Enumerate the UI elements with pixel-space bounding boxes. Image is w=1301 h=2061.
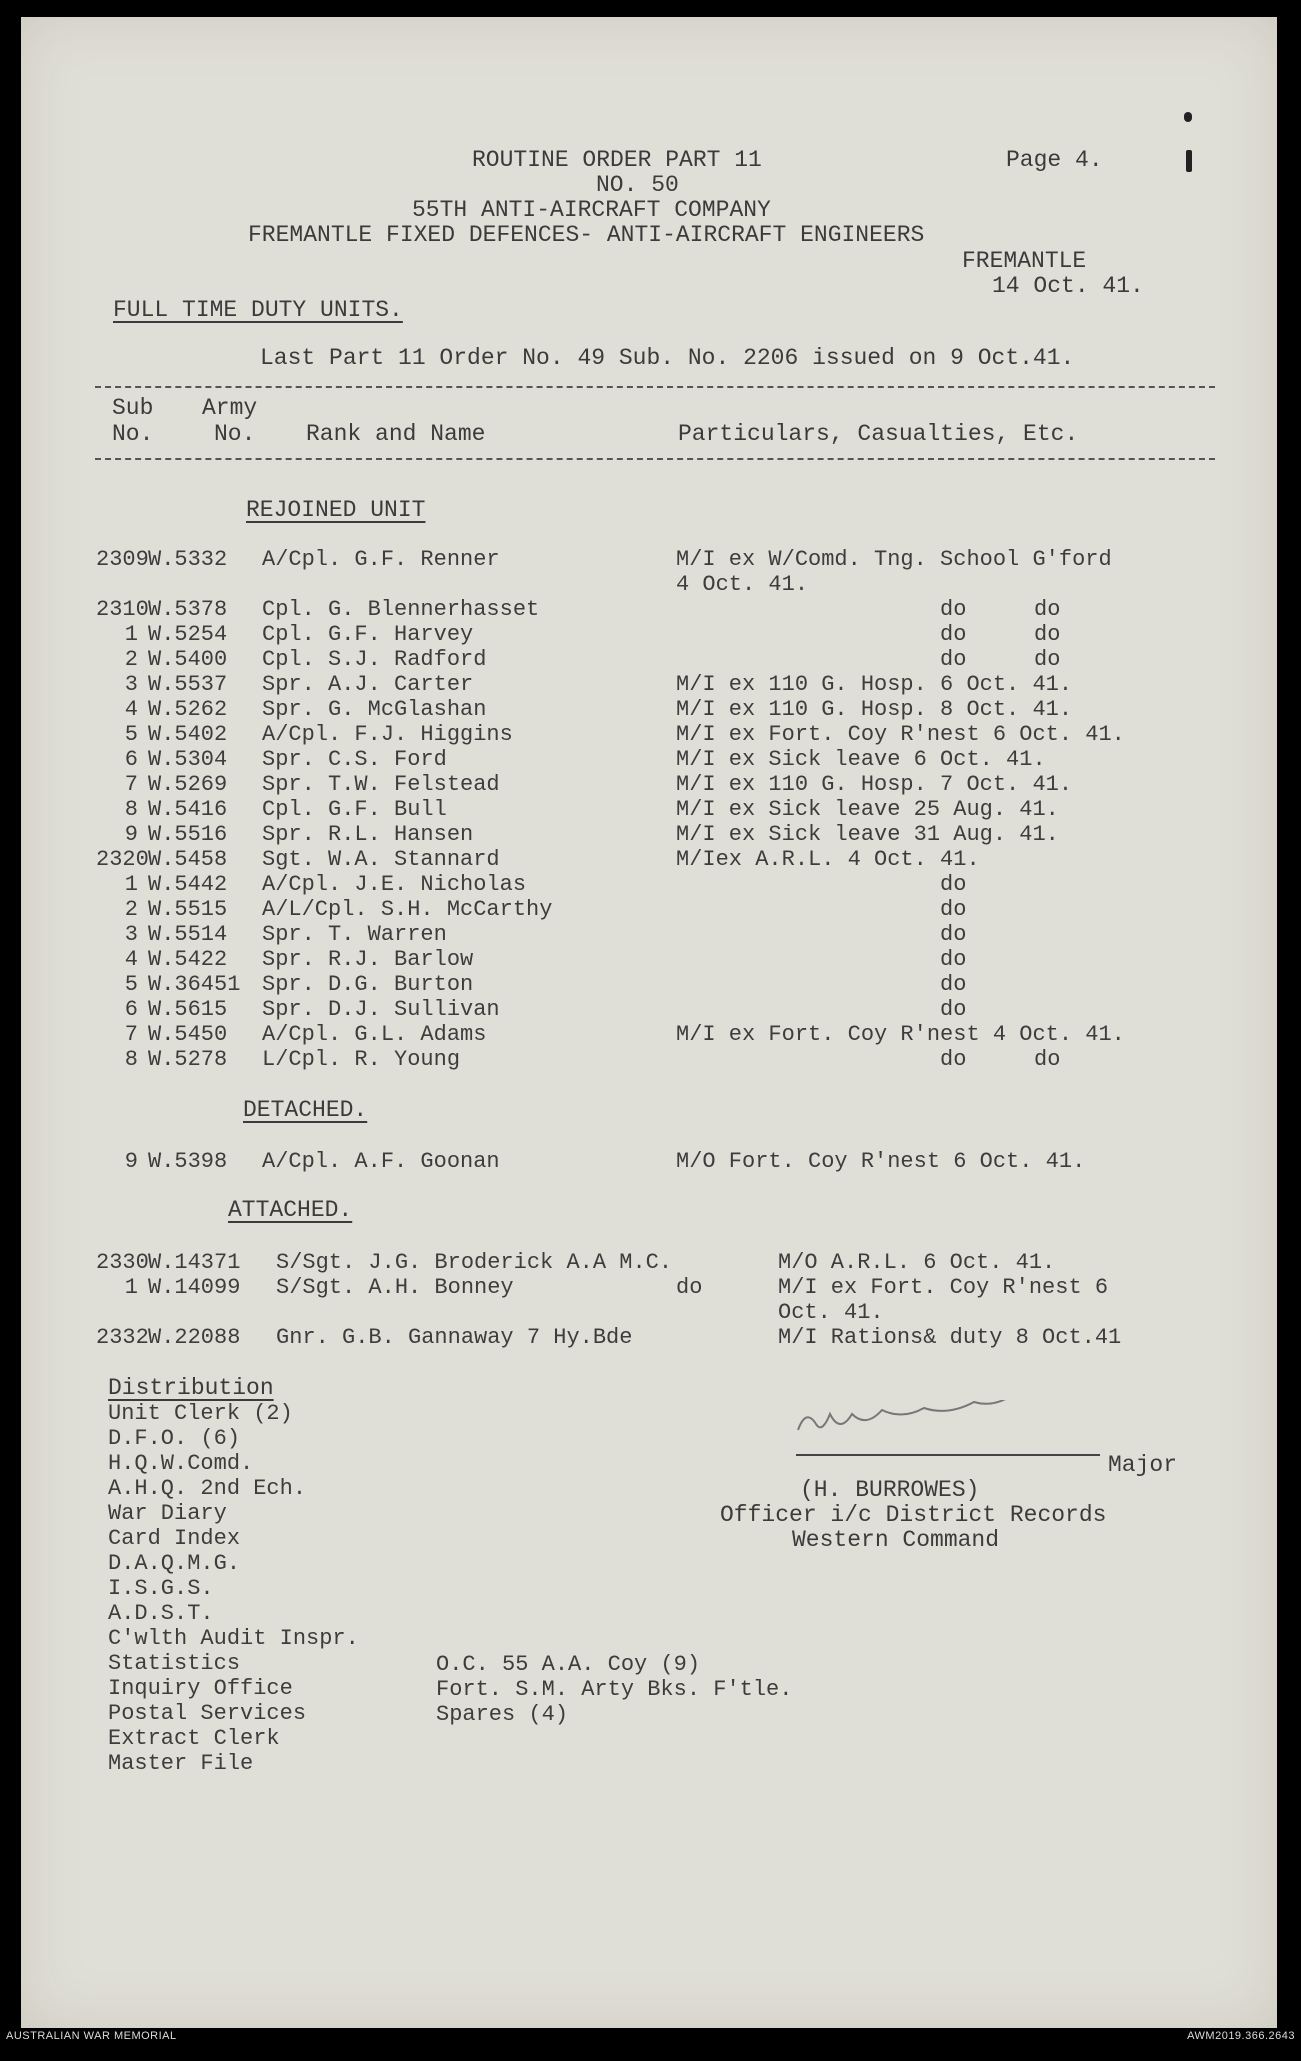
signature-line [796, 1454, 1100, 1456]
sub-number: 7 [124, 1022, 138, 1047]
sub-number: 9 [124, 1149, 138, 1174]
distribution-item: War Diary [108, 1501, 227, 1526]
table-row [96, 1250, 1056, 1275]
particulars: M/I ex W/Comd. Tng. School G'ford [676, 547, 1112, 572]
rank-name: Cpl. G. Blennerhasset [262, 597, 540, 622]
signatory-command: Western Command [792, 1527, 1000, 1553]
sub-number: 2310 [96, 597, 149, 622]
sub-number: 8 [124, 1047, 138, 1072]
rank-name: Cpl. G.F. Harvey [262, 622, 474, 647]
sub-number: 2320 [96, 847, 149, 872]
table-row [96, 1325, 1122, 1350]
sub-number: 5 [124, 972, 138, 997]
army-number: W.5262 [148, 697, 228, 722]
particulars: M/I ex Sick leave 31 Aug. 41. [676, 822, 1059, 847]
rank-name: Sgt. W.A. Stannard [262, 847, 500, 872]
column-particulars: Particulars, Casualties, Etc. [678, 421, 1079, 447]
rank-name: S/Sgt. J.G. Broderick A.A M.C. [276, 1250, 673, 1275]
army-number: W.5269 [148, 772, 228, 797]
sub-number: 3 [124, 922, 138, 947]
particulars-ditto: do [1034, 647, 1061, 672]
particulars: M/I ex 110 G. Hosp. 6 Oct. 41. [676, 672, 1073, 697]
particulars: M/I ex Fort. Coy R'nest 4 Oct. 41. [676, 1022, 1125, 1047]
army-number: W.5416 [148, 797, 228, 822]
rank-name: Cpl. S.J. Radford [262, 647, 487, 672]
rank-name: A/Cpl. A.F. Goonan [262, 1149, 500, 1174]
particulars: M/I ex Fort. Coy R'nest 6 Oct. 41. [676, 722, 1125, 747]
distribution-item: D.F.O. (6) [108, 1426, 241, 1451]
sub-number: 4 [124, 697, 138, 722]
divider-bottom [95, 458, 1215, 460]
sub-number: 2309 [96, 547, 149, 572]
staple-mark [1186, 150, 1192, 172]
distribution-item: O.C. 55 A.A. Coy (9) [436, 1652, 701, 1677]
rank-name: Cpl. G.F. Bull [262, 797, 447, 822]
rank-name: Spr. R.L. Hansen [262, 822, 474, 847]
particulars: M/I ex 110 G. Hosp. 8 Oct. 41. [676, 697, 1073, 722]
particulars: do [676, 622, 967, 647]
particulars: do [676, 597, 967, 622]
detached-heading: DETACHED. [243, 1097, 368, 1123]
sub-number: 4 [124, 947, 138, 972]
distribution-item: H.Q.W.Comd. [108, 1451, 254, 1476]
order-number: NO. 50 [596, 172, 679, 198]
distribution-item: Master File [108, 1751, 254, 1776]
particulars: M/I ex Fort. Coy R'nest 6 [778, 1275, 1109, 1300]
rank-name: Spr. A.J. Carter [262, 672, 474, 697]
army-number: W.5378 [148, 597, 228, 622]
distribution-item: Unit Clerk (2) [108, 1401, 293, 1426]
section-title: FULL TIME DUTY UNITS. [113, 297, 403, 323]
rank-name: Spr. D.J. Sullivan [262, 997, 500, 1022]
sub-number: 3 [124, 672, 138, 697]
army-number: W.5458 [148, 847, 228, 872]
distribution-item: Inquiry Office [108, 1676, 293, 1701]
army-number: W.5398 [148, 1149, 228, 1174]
distribution-item: Fort. S.M. Arty Bks. F'tle. [436, 1677, 793, 1702]
sub-number: 7 [124, 772, 138, 797]
army-number: W.5514 [148, 922, 228, 947]
army-number: W.5400 [148, 647, 228, 672]
particulars: 4 Oct. 41. [676, 572, 809, 597]
signatory-name: (H. BURROWES) [800, 1477, 980, 1503]
distribution-item: Statistics [108, 1651, 241, 1676]
particulars: M/O A.R.L. 6 Oct. 41. [778, 1250, 1056, 1275]
army-number: W.5254 [148, 622, 228, 647]
particulars: M/I ex Sick leave 25 Aug. 41. [676, 797, 1059, 822]
rank-name: A/Cpl. G.F. Renner [262, 547, 500, 572]
army-number: W.14371 [148, 1250, 241, 1275]
army-number: W.5442 [148, 872, 228, 897]
rank-name: Spr. R.J. Barlow [262, 947, 474, 972]
distribution-heading: Distribution [108, 1375, 274, 1401]
detached-row [96, 1149, 1086, 1174]
ditto-mark: do [676, 1275, 703, 1300]
attached-heading: ATTACHED. [228, 1197, 353, 1223]
sub-number: 2332 [96, 1325, 149, 1350]
divider-top [95, 386, 1215, 388]
army-number: W.22088 [148, 1325, 241, 1350]
army-number: W.5515 [148, 897, 228, 922]
column-army-label: Army [202, 395, 258, 421]
particulars: do [676, 1047, 967, 1072]
sub-number: 9 [124, 822, 138, 847]
particulars: M/I Rations& duty 8 Oct.41 [778, 1325, 1122, 1350]
sub-number: 2 [124, 897, 138, 922]
army-number: W.5278 [148, 1047, 228, 1072]
army-number: W.5516 [148, 822, 228, 847]
army-number: W.5304 [148, 747, 228, 772]
unit-name: FREMANTLE FIXED DEFENCES- ANTI-AIRCRAFT ENGINEERS [248, 222, 925, 248]
sub-number: 1 [124, 622, 138, 647]
army-number: W.5537 [148, 672, 228, 697]
distribution-item: Extract Clerk [108, 1726, 280, 1751]
army-number: W.5422 [148, 947, 228, 972]
column-army-label-2: No. [214, 421, 256, 447]
column-rank-name: Rank and Name [306, 421, 486, 447]
attached-rows [96, 1250, 1122, 1350]
particulars: do [676, 922, 967, 947]
particulars-ditto: do [1034, 622, 1061, 647]
distribution-item: A.D.S.T. [108, 1601, 214, 1626]
particulars-ditto: do [1034, 597, 1061, 622]
rank-name: A/Cpl. J.E. Nicholas [262, 872, 527, 897]
distribution-item: C'wlth Audit Inspr. [108, 1626, 359, 1651]
rank-name: Spr. G. McGlashan [262, 697, 487, 722]
army-number: W.14099 [148, 1275, 241, 1300]
particulars: do [676, 897, 967, 922]
order-title: ROUTINE ORDER PART 11 [472, 147, 762, 173]
distribution-item: A.H.Q. 2nd Ech. [108, 1476, 307, 1501]
column-sub-label: Sub [112, 395, 154, 421]
rank-name: S/Sgt. A.H. Bonney [276, 1275, 514, 1300]
distribution-list [108, 1401, 359, 1776]
page-number: Page 4. [1006, 147, 1103, 173]
rank-name: Spr. T. Warren [262, 922, 447, 947]
rank-name: Spr. C.S. Ford [262, 747, 447, 772]
table-row [96, 1275, 1109, 1300]
sub-number: 6 [124, 747, 138, 772]
rejoined-heading: REJOINED UNIT [246, 497, 426, 523]
army-number: W.36451 [148, 972, 241, 997]
footer-credit: AUSTRALIAN WAR MEMORIAL [6, 2030, 177, 2042]
sub-number: 2 [124, 647, 138, 672]
particulars: do [676, 647, 967, 672]
rank-name: Spr. D.G. Burton [262, 972, 474, 997]
sub-number: 8 [124, 797, 138, 822]
staple-mark [1184, 112, 1192, 122]
sub-number: 1 [124, 1275, 138, 1300]
sub-number: 2330 [96, 1250, 149, 1275]
distribution-item: Card Index [108, 1526, 241, 1551]
army-number: W.5402 [148, 722, 228, 747]
rank-name: A/Cpl. F.J. Higgins [262, 722, 513, 747]
particulars-ditto: do [1034, 1047, 1061, 1072]
particulars: M/O Fort. Coy R'nest 6 Oct. 41. [676, 1149, 1086, 1174]
rank-name: A/L/Cpl. S.H. McCarthy [262, 897, 553, 922]
particulars-continued: Oct. 41. [778, 1300, 884, 1325]
distribution-item: Postal Services [108, 1701, 307, 1726]
army-number: W.5450 [148, 1022, 228, 1047]
rank-name: L/Cpl. R. Young [262, 1047, 461, 1072]
particulars: M/I ex Sick leave 6 Oct. 41. [676, 747, 1046, 772]
place-name: FREMANTLE [962, 248, 1087, 274]
army-number: W.5332 [148, 547, 228, 572]
last-order-line: Last Part 11 Order No. 49 Sub. No. 2206 issued on 9 Oct.41. [260, 345, 1075, 371]
sub-number: 1 [124, 872, 138, 897]
handwritten-signature [788, 1400, 1098, 1440]
table-row [96, 1300, 884, 1325]
distribution-item: D.A.Q.M.G. [108, 1551, 241, 1576]
order-date: 14 Oct. 41. [992, 273, 1144, 299]
sub-number: 6 [124, 997, 138, 1022]
company-name: 55TH ANTI-AIRCRAFT COMPANY [412, 197, 771, 223]
signatory-rank: Major [1108, 1452, 1178, 1478]
distribution-item: Spares (4) [436, 1702, 569, 1727]
particulars: do [676, 947, 967, 972]
distribution-list-extra [436, 1652, 792, 1727]
rank-name: Spr. T.W. Felstead [262, 772, 500, 797]
distribution-item: I.S.G.S. [108, 1576, 214, 1601]
signatory-title: Officer i/c District Records [720, 1502, 1107, 1528]
column-sub-label-2: No. [112, 421, 154, 447]
particulars: do [676, 872, 967, 897]
particulars: do [676, 997, 967, 1022]
sub-number: 5 [124, 722, 138, 747]
army-number: W.5615 [148, 997, 228, 1022]
particulars: do [676, 972, 967, 997]
particulars: M/I ex 110 G. Hosp. 7 Oct. 41. [676, 772, 1073, 797]
table-row [96, 1149, 1086, 1174]
particulars: M/Iex A.R.L. 4 Oct. 41. [676, 847, 980, 872]
rank-name: A/Cpl. G.L. Adams [262, 1022, 487, 1047]
rank-name: Gnr. G.B. Gannaway 7 Hy.Bde [276, 1325, 633, 1350]
footer-id: AWM2019.366.2643 [1187, 2030, 1295, 2042]
